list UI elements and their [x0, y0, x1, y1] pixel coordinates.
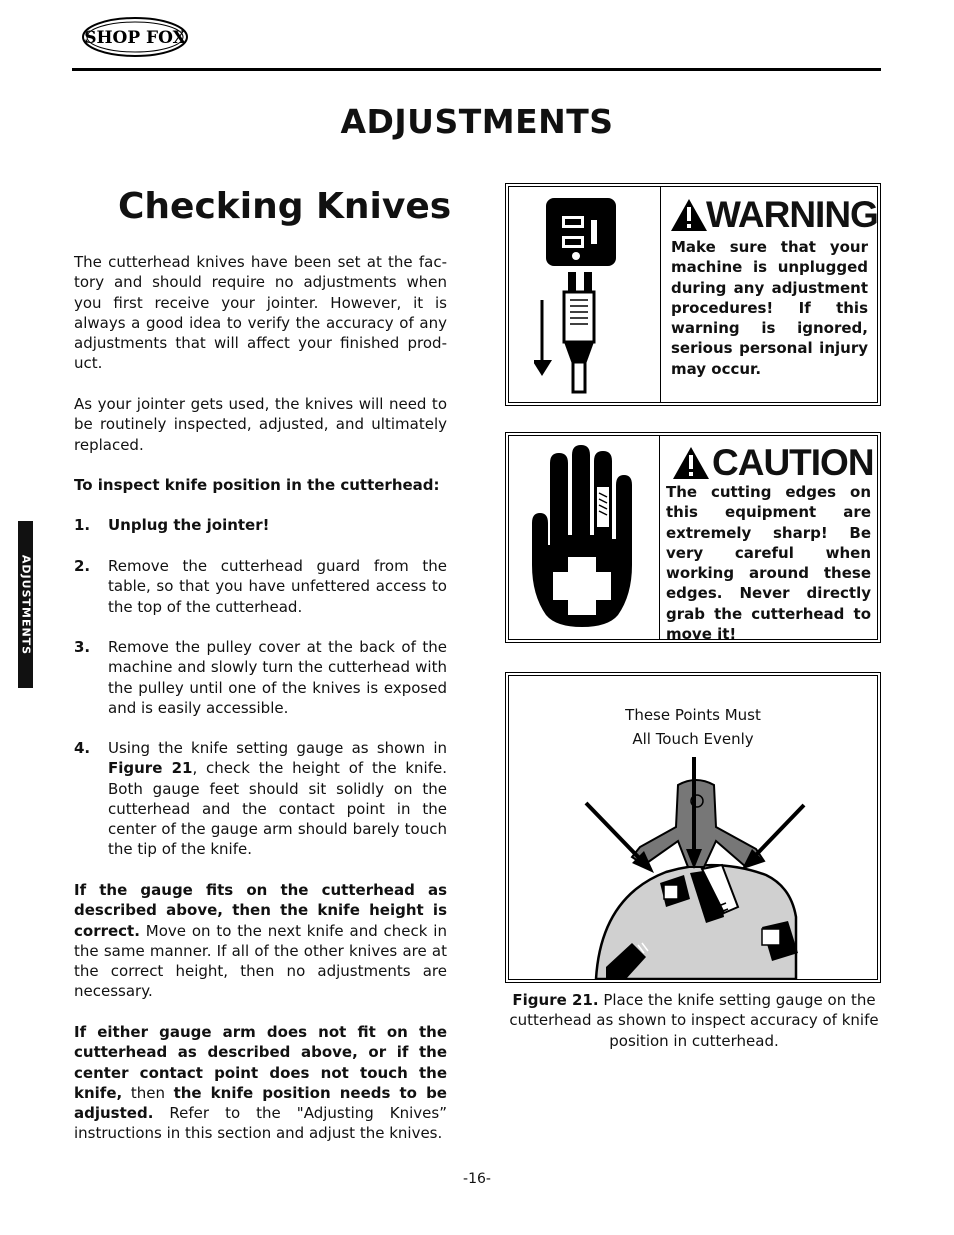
paragraph-gauge-not-fit: If either gauge arm does not fit on the cutterhead as described above, or if the center contact point does not touch the knife, then the knife position needs to be adjusted. Refer to the "Adjusting Knives” instructions in this section and adjust the knives.: [74, 1023, 447, 1143]
step-number: 4.: [74, 739, 91, 757]
step-1: [74, 515, 447, 535]
side-tab: [18, 521, 33, 688]
step-2: [74, 556, 447, 617]
logo-text: SHOP FOX: [84, 28, 186, 48]
step-number: 1.: [74, 516, 91, 534]
paragraph-gauge-fits: If the gauge fits on the cutterhead as described above, then the knife height is correct. Move on to the next knife and check in the same manner. If all of the other knives are at the correct height, then no adjustments are necessary.: [74, 881, 447, 1001]
caution-label-text: CAUTION: [712, 442, 874, 483]
caution-label: [668, 441, 876, 485]
knife-gauge-illustration: [566, 757, 826, 979]
warning-box: [505, 183, 881, 406]
warning-text: Make sure that your machine is unplugged during any adjustment procedures! If this warning is ignored, serious personal injury may occur.: [671, 238, 868, 378]
unplug-icon: [534, 196, 634, 396]
header-rule: [72, 68, 881, 71]
section-title: ADJUSTMENTS: [340, 102, 614, 141]
step-3: [74, 637, 447, 718]
shop-fox-logo: [80, 14, 190, 60]
step-text: Using the knife setting gauge as shown in Figure 21, check the height of the knife. Both gauge feet should sit solidly on the cutterhead and the contact point in the center of the gauge arm should barely touch the tip of the knife.: [108, 739, 447, 859]
step-number: 3.: [74, 638, 91, 656]
figure-label-line-2: All Touch Evenly: [632, 730, 754, 748]
caution-box: [505, 432, 881, 643]
figure-label-line-1: These Points Must: [625, 706, 761, 724]
step-number: 2.: [74, 557, 91, 575]
side-tab-label: ADJUSTMENTS: [19, 554, 32, 655]
caution-text: The cutting edges on this equipment are extremely sharp! Be very careful when working around these edges. Never directly grab the cutterhead to move it!: [666, 483, 871, 644]
step-text: Unplug the jointer!: [108, 516, 270, 534]
page-number: -16-: [463, 1171, 491, 1187]
warning-label-text: WARNING: [706, 194, 878, 235]
page-heading: Checking Knives: [118, 186, 452, 227]
procedure-heading: To inspect knife position in the cutterhead:: [74, 476, 440, 494]
step-4: [74, 738, 447, 860]
step-text: Remove the cutterhead guard from the table, so that you have unfettered access to the top of the cutterhead.: [108, 557, 447, 616]
figure-21-box: [505, 672, 881, 983]
hand-first-aid-icon: [528, 445, 638, 630]
intro-paragraph-1: The cutterhead knives have been set at the factory and should require no adjustments when you first receive your jointer. However, it is always a good idea to verify the accuracy of any adjustments that will affect your finished product.: [74, 253, 447, 373]
intro-paragraph-2: As your jointer gets used, the knives will need to be routinely inspected, adjusted, and ultimately replaced.: [74, 395, 447, 454]
figure-caption: Figure 21. Place the knife setting gauge on the cutterhead as shown to inspect accuracy of knife position in cutterhead.: [509, 991, 879, 1050]
warning-label: [668, 194, 876, 236]
step-text: Remove the pulley cover at the back of the machine and slowly turn the cutterhead with the pulley until one of the knives is exposed and is easily accessible.: [108, 638, 447, 717]
